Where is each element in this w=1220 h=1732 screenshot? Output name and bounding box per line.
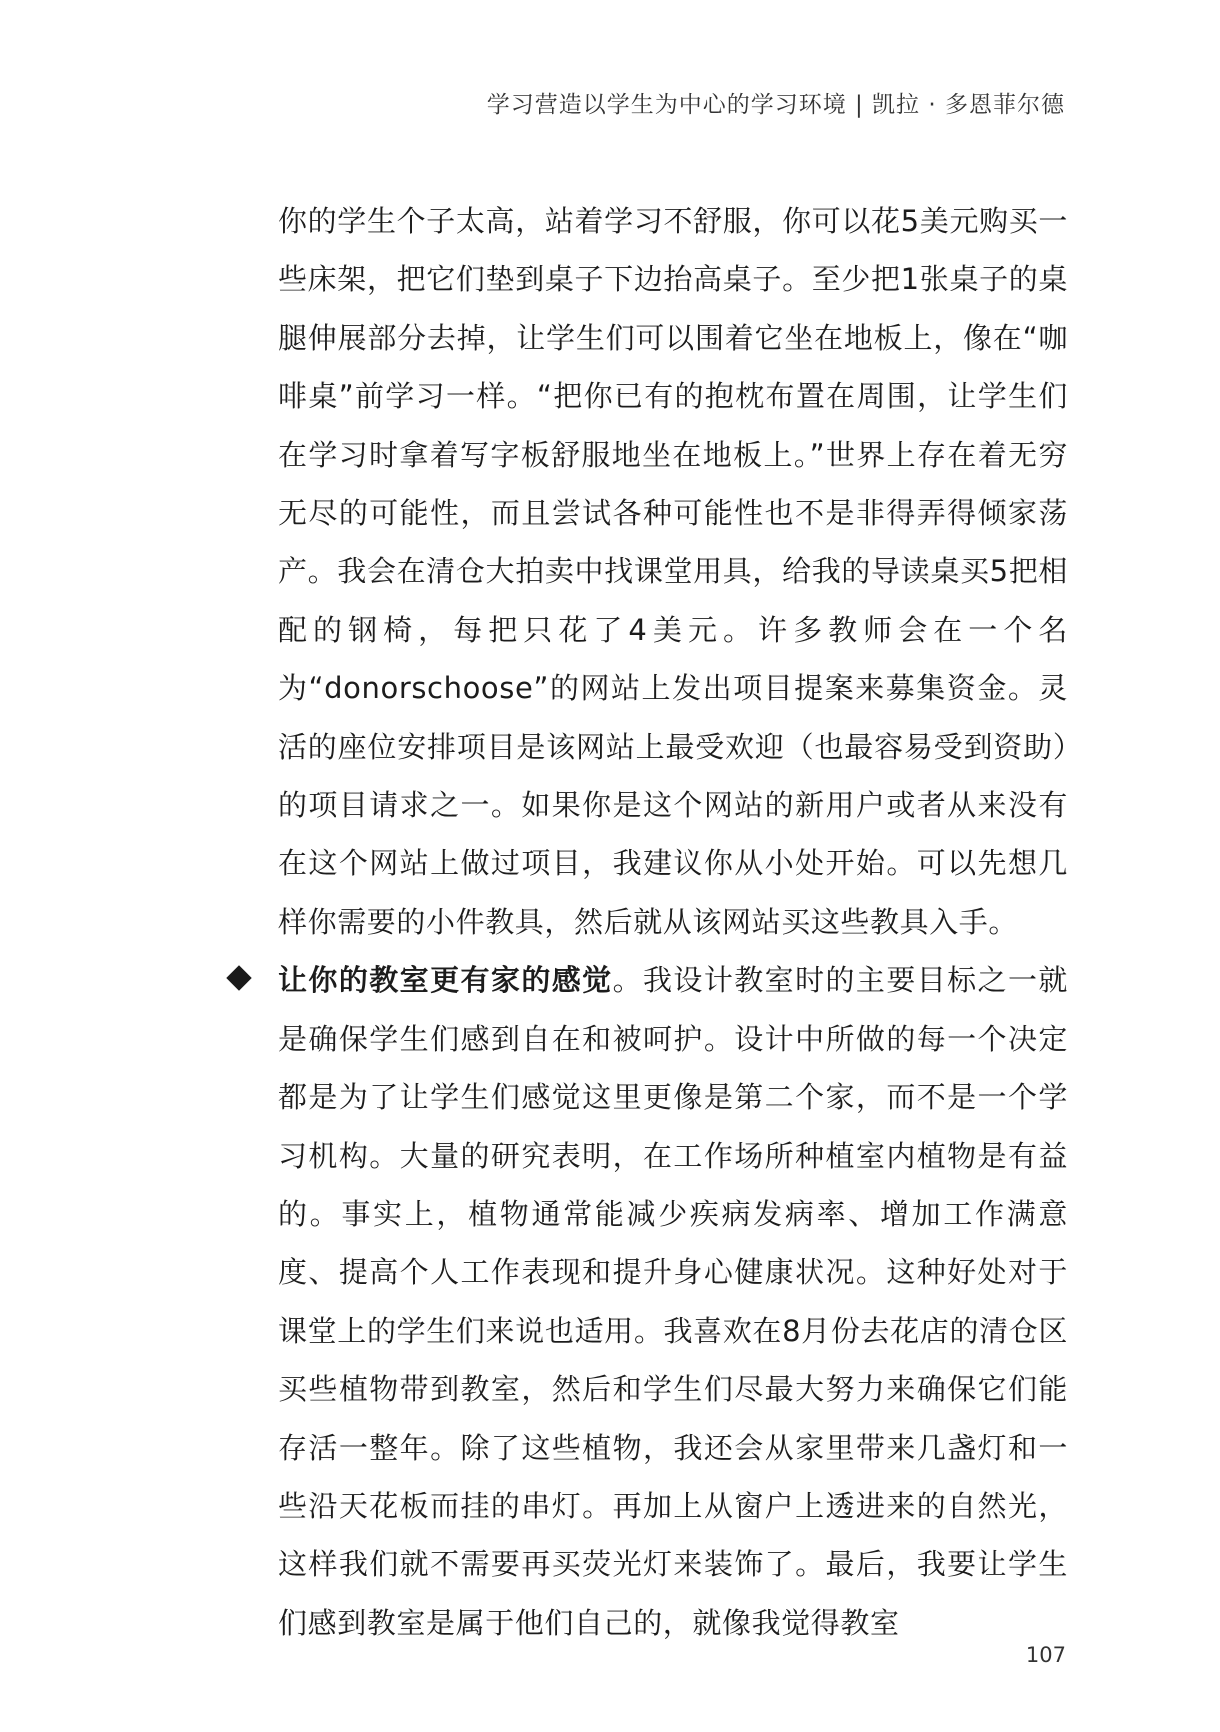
running-header: 学习营造以学生为中心的学习环境 | 凯拉 · 多恩菲尔德 [486, 92, 1065, 118]
page-number: 107 [1025, 1643, 1066, 1667]
bullet-paragraph [278, 951, 1068, 1652]
paragraph: 你的学生个子太高，站着学习不舒服，你可以花5美元购买一些床架，把它们垫到桌子下边抬高桌子。至少把1张桌子的桌腿伸展部分去掉，让学生们可以围着它坐在地板上，像在“咖啡桌”前学习一样。“把你已有的抱枕布置在周围，让学生们在学习时拿着写字板舒服地坐在地板上。”世界上存在着无穷无尽的可能性，而且尝试各种可能性也不是非得弄得倾家荡产。我会在清仓大拍卖中找课堂用具，给我的导读桌买5把相配的钢椅，每把只花了4美元。许多教师会在一个名为“donorschoose”的网站上发出项目提案来募集资金。灵活的座位安排项目是该网站上最受欢迎（也最容易受到资助）的项目请求之一。如果你是这个网站的新用户或者从来没有在这个网站上做过项目，我建议你从小处开始。可以先想几样你需要的小件教具，然后就从该网站买这些教具入手。 [278, 204, 1068, 939]
body-text [278, 192, 1068, 1652]
diamond-bullet-icon [226, 966, 251, 991]
bullet-body-text: 。我设计教室时的主要目标之一就是确保学生们感到自在和被呵护。设计中所做的每一个决定都是为了让学生们感觉这里更像是第二个家，而不是一个学习机构。大量的研究表明，在工作场所种植室内植物是有益的。事实上，植物通常能减少疾病发病率、增加工作满意度、提高个人工作表现和提升身心健康状况。这种好处对于课堂上的学生们来说也适用。我喜欢在8月份去花店的清仓区买些植物带到教室，然后和学生们尽最大努力来确保它们能存活一整年。除了这些植物，我还会从家里带来几盏灯和一些沿天花板而挂的串灯。再加上从窗户上透进来的自然光，这样我们就不需要再买荧光灯来装饰了。最后，我要让学生们感到教室是属于他们自己的，就像我觉得教室 [278, 963, 1068, 1640]
bullet-lead-text: 让你的教室更有家的感觉 [278, 963, 613, 998]
